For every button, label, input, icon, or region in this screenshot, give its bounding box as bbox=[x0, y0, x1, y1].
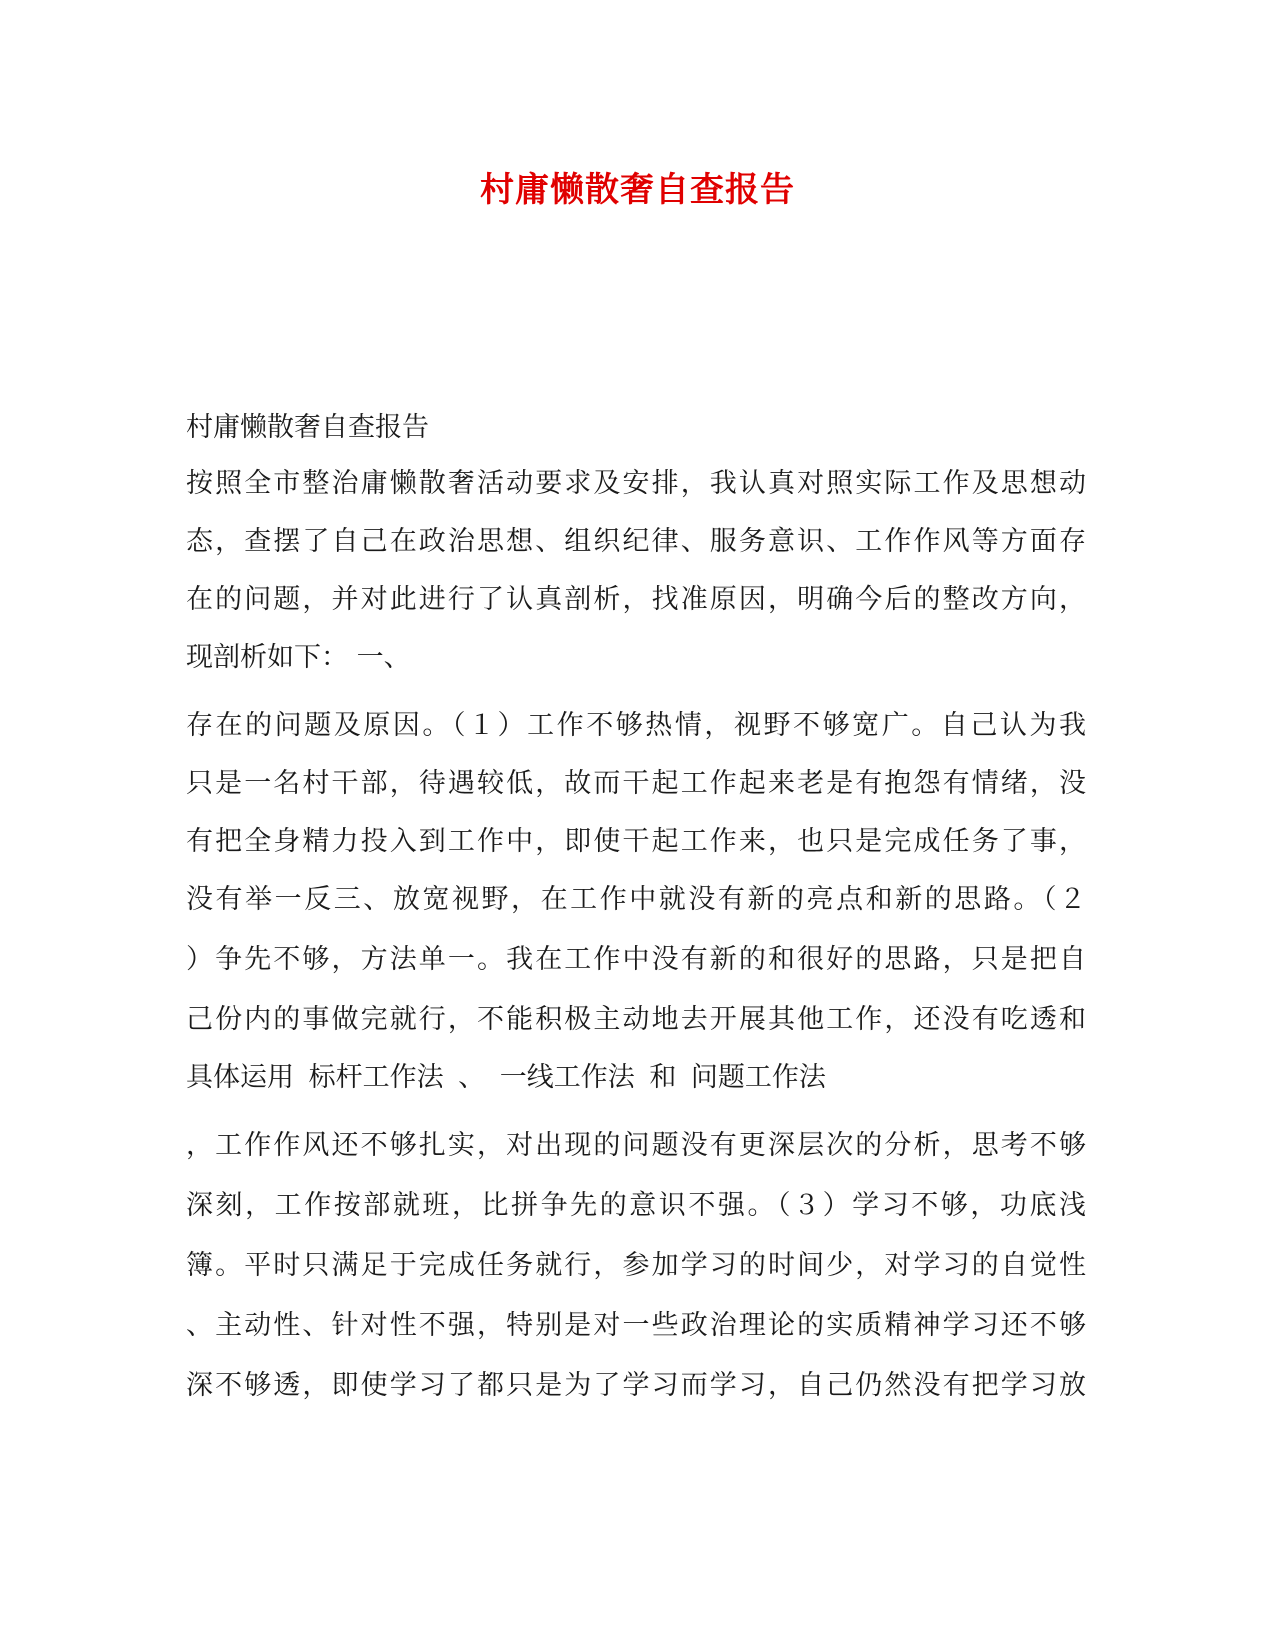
body-line: 现剖析如下： 一、 bbox=[186, 642, 411, 673]
body-line: 按照全市整治庸懒散奢活动要求及安排，我认真对照实际工作及思想动 bbox=[186, 468, 1086, 499]
body-line: 深不够透，即使学习了都只是为了学习而学习，自己仍然没有把学习放 bbox=[186, 1370, 1086, 1401]
body-line: ，工作作风还不够扎实，对出现的问题没有更深层次的分析，思考不够 bbox=[186, 1130, 1086, 1161]
body-line: 、主动性、针对性不强，特别是对一些政治理论的实质精神学习还不够 bbox=[186, 1310, 1086, 1341]
body-line: 在的问题，并对此进行了认真剖析，找准原因，明确今后的整改方向， bbox=[186, 584, 1086, 615]
body-line: 没有举一反三、放宽视野，在工作中就没有新的亮点和新的思路。（２ bbox=[186, 884, 1086, 915]
body-line: 存在的问题及原因。（１）工作不够热情，视野不够宽广。自己认为我 bbox=[186, 710, 1086, 741]
body-line: 只是一名村干部，待遇较低，故而干起工作起来老是有抱怨有情绪，没 bbox=[186, 768, 1086, 799]
body-line: 簿。平时只满足于完成任务就行，参加学习的时间少，对学习的自觉性 bbox=[186, 1250, 1086, 1281]
body-line: 有把全身精力投入到工作中，即使干起工作来，也只是完成任务了事， bbox=[186, 826, 1086, 857]
body-line: ）争先不够，方法单一。我在工作中没有新的和很好的思路，只是把自 bbox=[186, 944, 1086, 975]
body-line: 己份内的事做完就行，不能积极主动地去开展其他工作，还没有吃透和 bbox=[186, 1004, 1086, 1035]
body-line-heading: 村庸懒散奢自查报告 bbox=[186, 412, 429, 443]
body-line: 具体运用 标杆工作法 、 一线工作法 和 问题工作法 bbox=[186, 1062, 826, 1093]
document-title: 村庸懒散奢自查报告 bbox=[480, 170, 795, 210]
body-line: 态，查摆了自己在政治思想、组织纪律、服务意识、工作作风等方面存 bbox=[186, 526, 1086, 557]
body-line: 深刻，工作按部就班，比拼争先的意识不强。（３）学习不够，功底浅 bbox=[186, 1190, 1086, 1221]
